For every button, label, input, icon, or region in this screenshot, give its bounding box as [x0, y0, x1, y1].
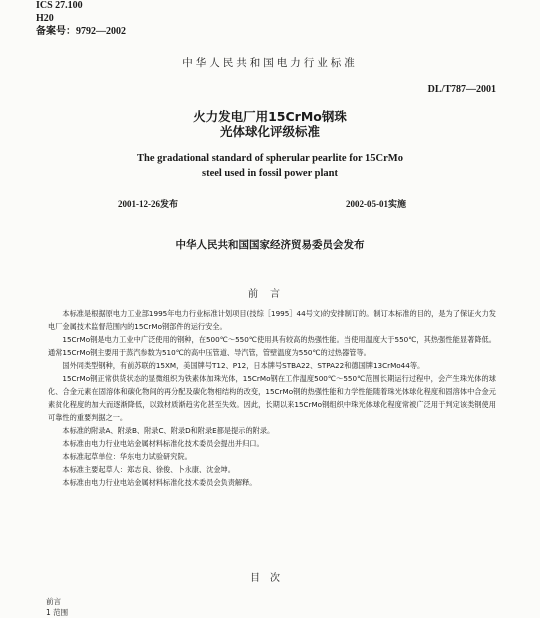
preface-paragraph: 15CrMo钢正常供货状态的显微组织为铁素体加珠光体，15CrMo钢在工作温度500℃～550℃范围长期运行过程中，会产生珠光体的球化、合金元素在固溶体和碳化物间的再分配及碳化物相结构的改变，15CrMo钢的热强性能和力学性能随着珠光体球化程度和固溶体中合金元素贫化程度的加大而逐渐降低，以致材质渐趋劣化甚至失效。因此，长期以来15CrMo钢组织中珠光体球化程度常被广泛用于判定该类钢使用可靠性的重要判据之一。 — [48, 374, 496, 422]
toc-title: 目次 — [250, 573, 290, 584]
record-number: 备案号：9792—2002 — [36, 26, 126, 37]
preface-title: 前言 — [248, 289, 292, 300]
preface-paragraph: 本标准是根据原电力工业部1995年电力行业标准计划项目(技综［1995］44号文)的安排制订的。制订本标准的目的，是为了保证火力发电厂金属技术监督范围内的15CrMo钢部件的运行安全。 — [48, 309, 496, 331]
preface-body — [48, 307, 496, 489]
standard-number: DL/T787—2001 — [427, 84, 496, 95]
preface-paragraph: 本标准起草单位：华东电力试验研究院。 — [62, 452, 192, 461]
preface-paragraph: 本标准由电力行业电站金属材料标准化技术委员会提出并归口。 — [62, 439, 264, 448]
industry-standard-heading: 中华人民共和国电力行业标准 — [182, 57, 358, 69]
class-code: H20 — [36, 13, 54, 24]
ics-code: ICS 27.100 — [36, 0, 83, 11]
preface-paragraph: 本标准由电力行业电站金属材料标准化技术委员会负责解释。 — [62, 478, 257, 487]
title-en-line-2: steel used in fossil power plant — [201, 168, 339, 179]
preface-paragraph: 本标准的附录A、附录B、附录C、附录D和附录E都是提示的附录。 — [62, 426, 275, 435]
implement-date: 2002-05-01实施 — [346, 199, 406, 209]
title-cn-line-2: 光体球化评级标准 — [219, 124, 320, 139]
preface-paragraph: 15CrMo钢是电力工业中广泛使用的钢种，在500℃～550℃使用具有较高的热强性能。当使用温度大于550℃，其热强性能显著降低。通常15CrMo钢主要用于蒸汽参数为510℃的高中压管道、导汽管，管壁温度为550℃的过热器管等。 — [48, 335, 496, 357]
preface-paragraph: 国外同类型钢种，有前苏联的15XM，美国牌号T12、P12，日本牌号STBA22、STPA22和德国牌13CrMo44等。 — [62, 361, 425, 370]
toc-item[interactable]: 1 范围 — [46, 608, 69, 617]
title-cn-line-1: 火力发电厂用15CrMo钢珠 — [193, 109, 347, 124]
title-en-line-1: The gradational standard of spherular pearlite for 15CrMo — [137, 153, 403, 164]
preface-paragraph: 本标准主要起草人：郑志良、徐俊、卜永康、沈金坤。 — [62, 465, 235, 474]
publish-date: 2001-12-26发布 — [118, 199, 178, 209]
issuer: 中华人民共和国国家经济贸易委员会发布 — [175, 239, 365, 251]
toc-item[interactable]: 前言 — [46, 597, 61, 606]
